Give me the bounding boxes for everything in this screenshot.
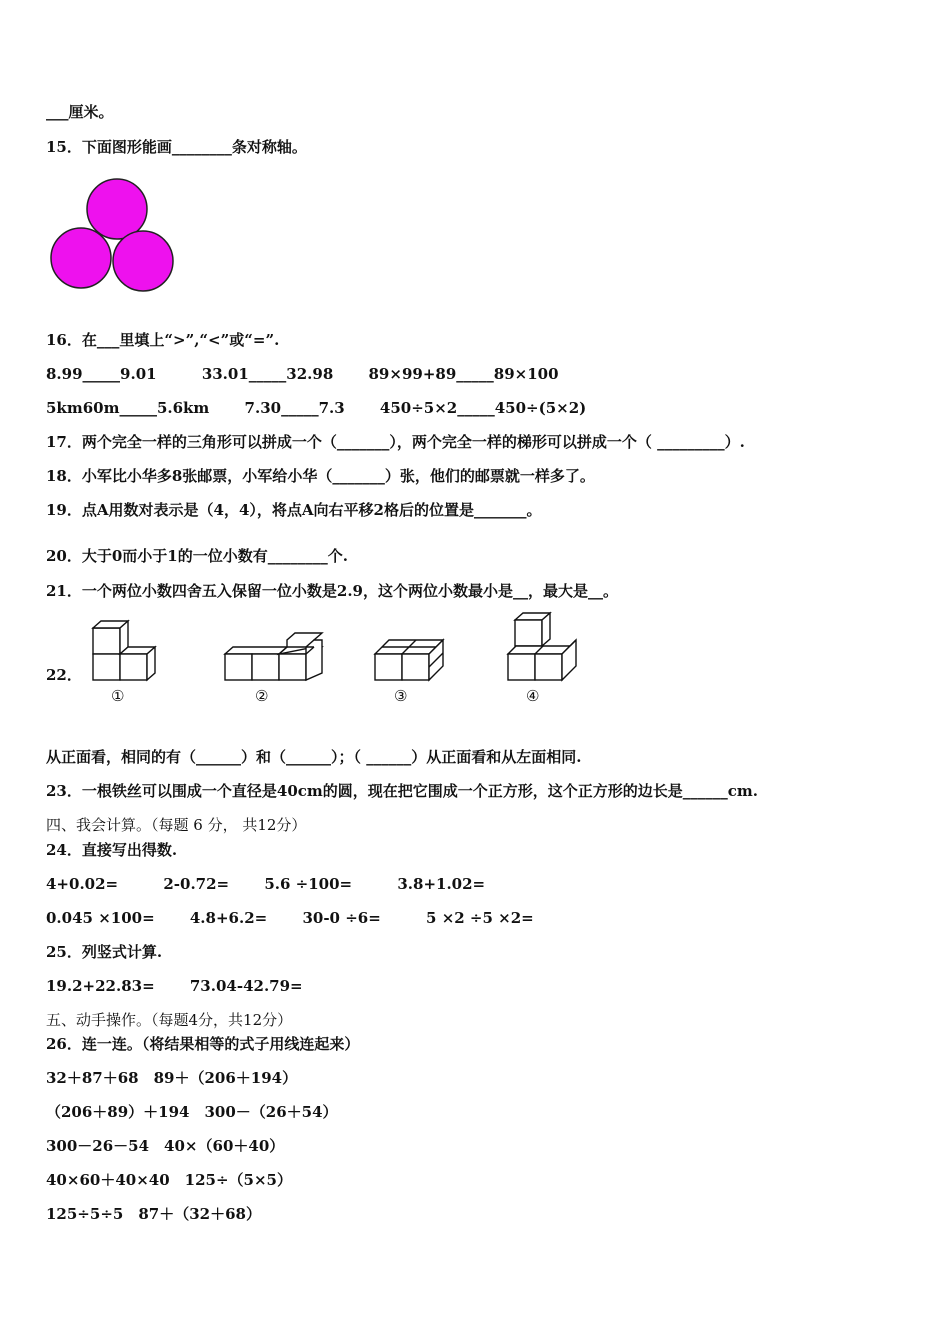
q24-item: 5 ×2 ÷5 ×2= [426, 909, 534, 927]
q20-text: 20．大于0而小于1的一位小数有________个. [46, 547, 348, 565]
figure-label-1: ① [111, 687, 125, 705]
q26-title: 26．连一连。（将结果相等的式子用线连起来） [46, 1035, 360, 1053]
cube-figure-4 [505, 610, 585, 710]
q25-row [46, 976, 303, 996]
q16-item: 7.30_____7.3 [244, 399, 345, 417]
q26-row: 40×60＋40×40 125÷（5×5） [46, 1171, 292, 1189]
q24-item: 2-0.72= [163, 875, 230, 893]
q16-row1 [46, 364, 559, 384]
circle-top [87, 179, 147, 239]
q22-number: 22． [46, 666, 82, 684]
q23-text: 23．一根铁丝可以围成一个直径是40cm的圆，现在把它围成一个正方形，这个正方形的边长是______cm. [46, 782, 758, 800]
figure-label-2: ② [255, 687, 269, 705]
q16-item: 8.99_____9.01 [46, 365, 157, 383]
circle-left [51, 228, 111, 288]
q26-row: 300－26－54 40×（60＋40） [46, 1137, 285, 1155]
q16-item: 89×99+89_____89×100 [368, 365, 559, 383]
q18-text: 18．小军比小华多8张邮票，小军给小华（_______）张，他们的邮票就一样多了。 [46, 467, 595, 485]
q21-text: 21．一个两位小数四舍五入保留一位小数是2.9，这个两位小数最小是__，最大是__。 [46, 582, 618, 600]
q22-text: 从正面看，相同的有（______）和（______）；（ ______）从正面看和从左面相同. [46, 748, 582, 766]
cube-figure-2 [222, 620, 332, 710]
q24-row1 [46, 874, 485, 894]
q24-item: 3.8+1.02= [397, 875, 486, 893]
q25-item: 73.04-42.79= [189, 977, 303, 995]
q26-row: 125÷5÷5 87＋（32＋68） [46, 1205, 261, 1223]
q24-item: 30-0 ÷6= [302, 909, 381, 927]
q26-row: （206＋89）＋194 300－（26＋54） [46, 1103, 338, 1121]
figure-label-3: ③ [394, 687, 408, 705]
three-circles-figure [48, 176, 178, 296]
q19-text: 19．点A用数对表示是（4，4），将点A向右平移2格后的位置是_______。 [46, 501, 542, 519]
q14-answer-tail: ___厘米。 [46, 103, 114, 121]
q24-item: 5.6 ÷100= [264, 875, 353, 893]
q25-item: 19.2+22.83= [46, 977, 155, 995]
q17-text: 17．两个完全一样的三角形可以拼成一个（_______），两个完全一样的梯形可以拼成一个（ _________）. [46, 433, 745, 451]
circle-right [113, 231, 173, 291]
q16-item: 450÷5×2_____450÷(5×2) [379, 399, 587, 417]
cube-figure-3 [372, 620, 452, 710]
section-4-heading: 四、我会计算。（每题 6 分， 共12分） [46, 816, 307, 834]
q16-row2 [46, 398, 586, 418]
cube-figure-1 [90, 620, 170, 710]
q15-text: 15．下面图形能画________条对称轴。 [46, 138, 307, 156]
q24-title: 24．直接写出得数. [46, 841, 178, 859]
q24-item: 4.8+6.2= [189, 909, 268, 927]
section-5-heading: 五、动手操作。（每题4分，共12分） [46, 1011, 293, 1029]
q16-text: 16．在___里填上“>”,“<”或“=”. [46, 331, 280, 349]
q24-item: 0.045 ×100= [46, 909, 155, 927]
figure-label-4: ④ [526, 687, 540, 705]
q16-item: 5km60m_____5.6km [46, 399, 210, 417]
q24-row2 [46, 908, 534, 928]
q25-title: 25．列竖式计算. [46, 943, 163, 961]
q24-item: 4+0.02= [46, 875, 119, 893]
q16-item: 33.01_____32.98 [201, 365, 334, 383]
q26-row: 32＋87＋68 89＋（206＋194） [46, 1069, 298, 1087]
